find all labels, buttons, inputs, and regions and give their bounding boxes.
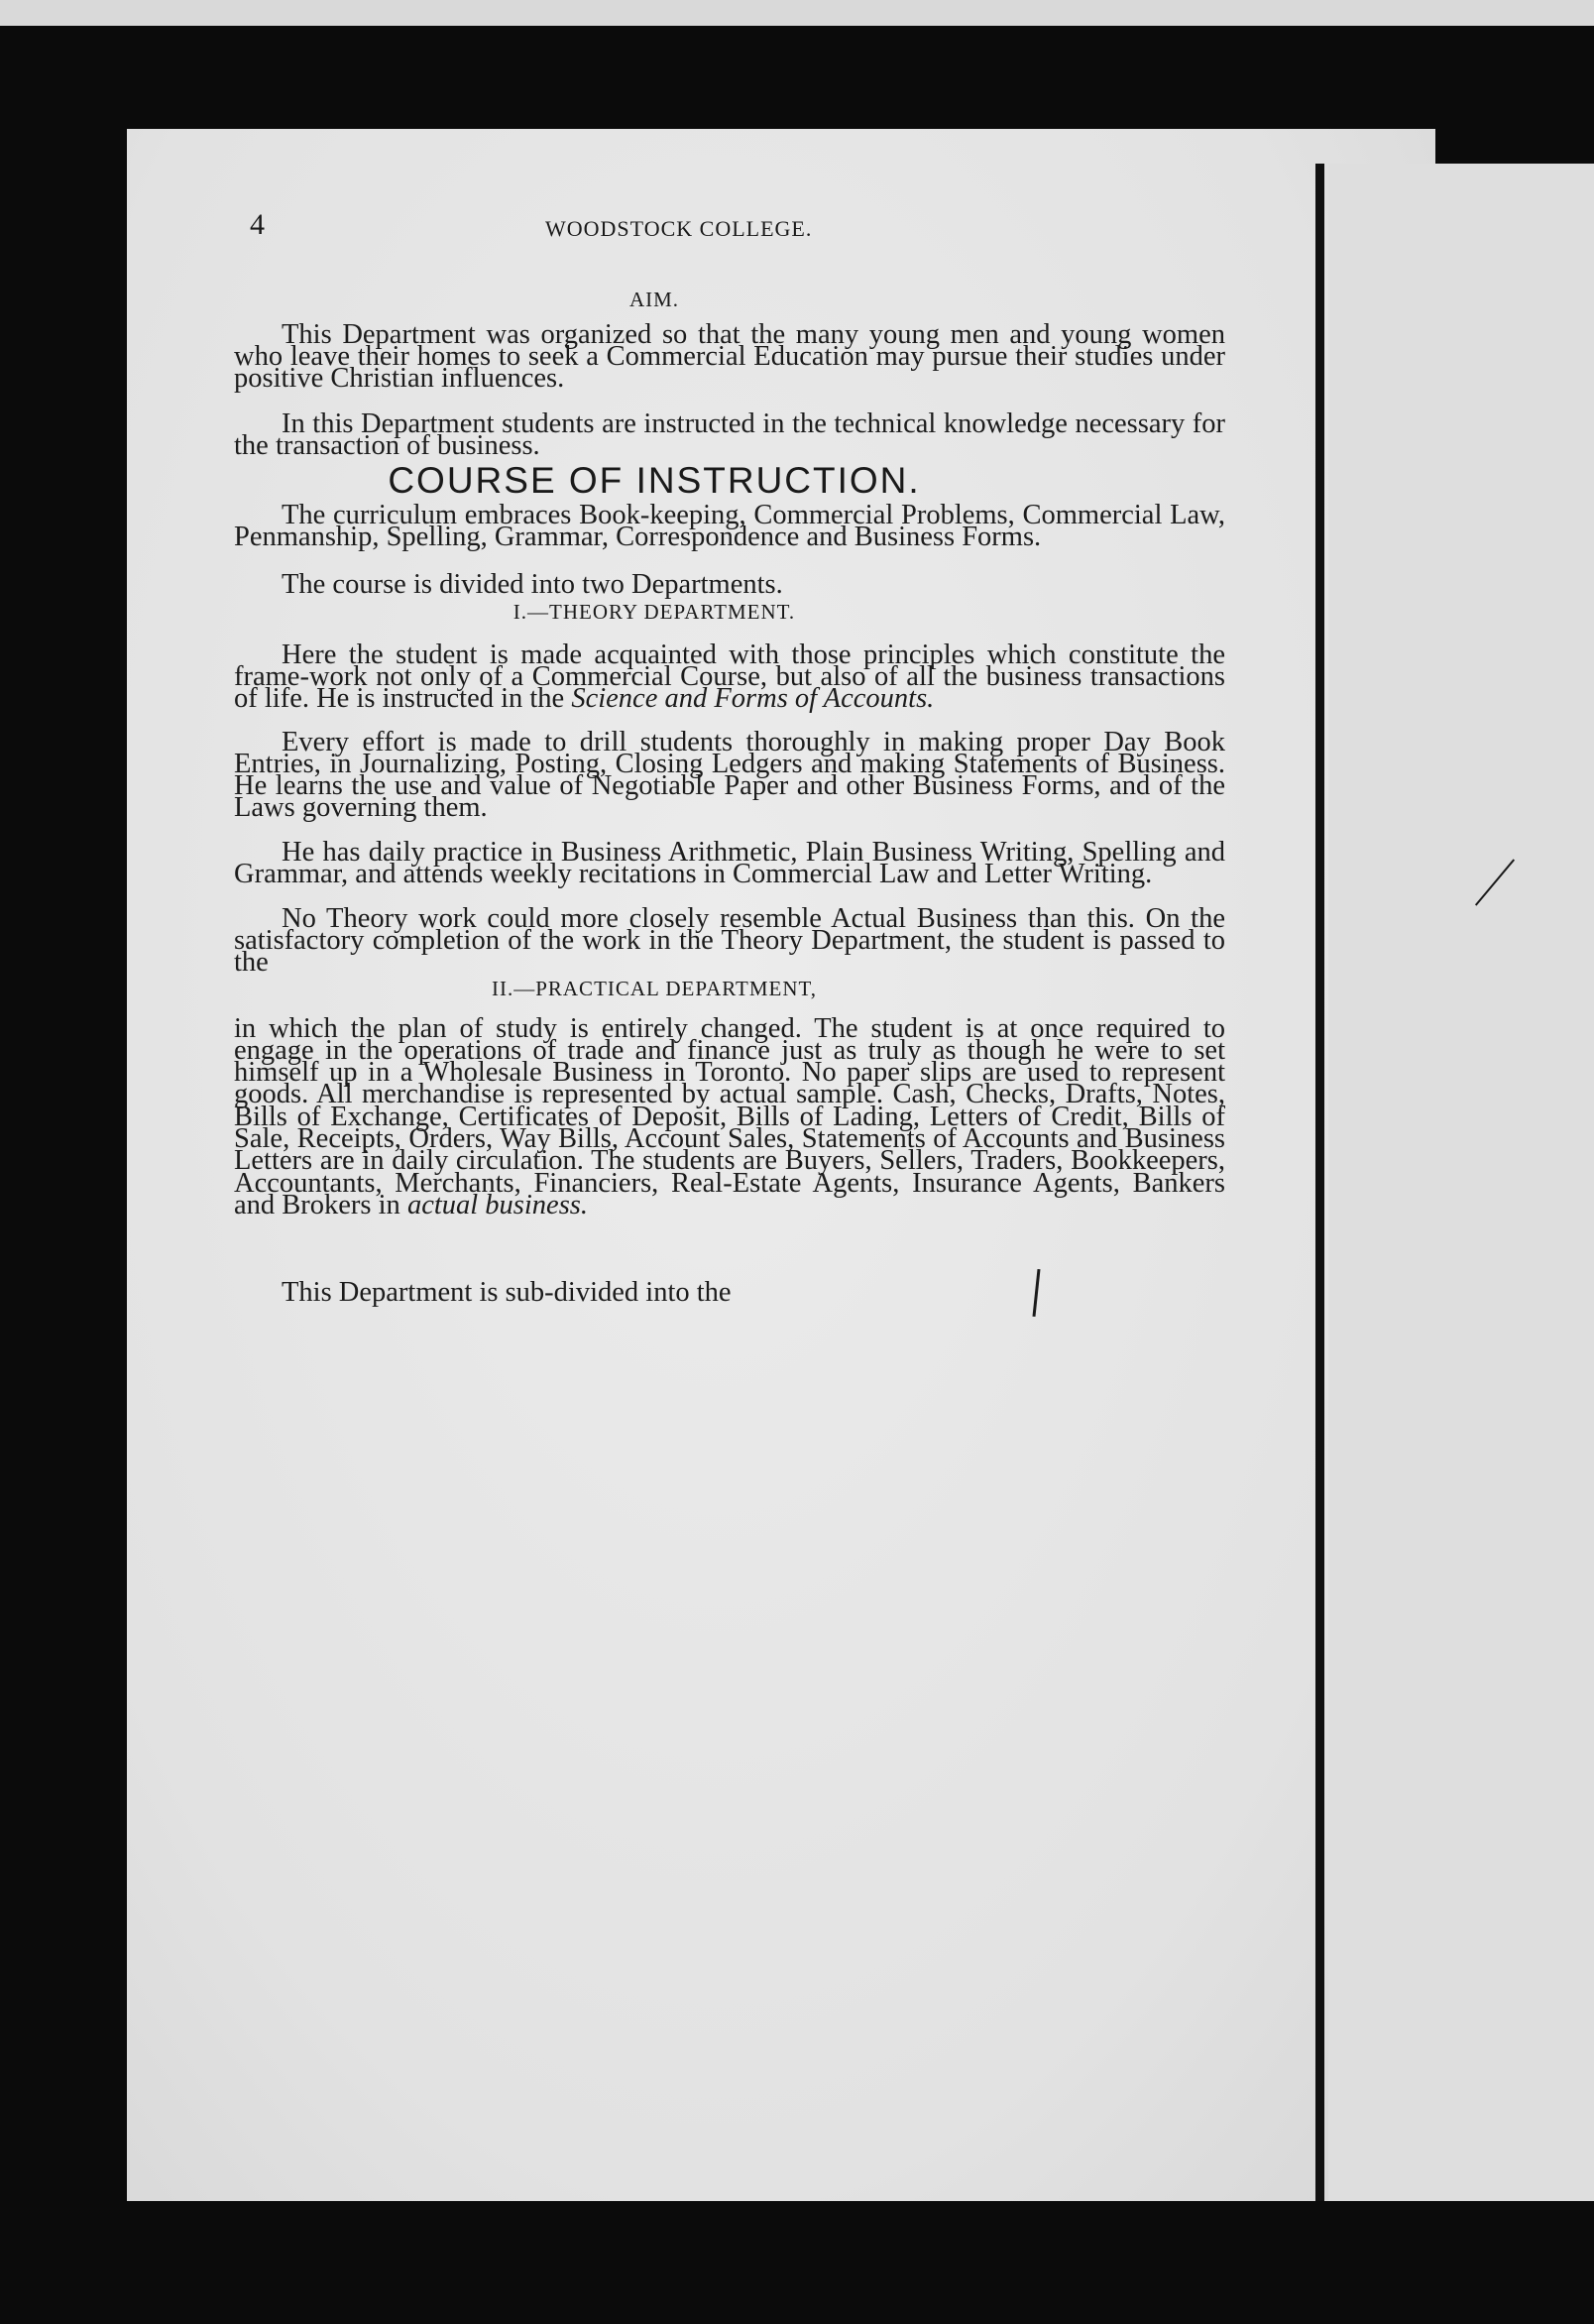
practical-paragraph-2: This Department is sub-divided into the <box>282 1276 732 1308</box>
scan-top-edge <box>0 0 1594 26</box>
aim-paragraph-1: This Department was organized so that the many young men and young women who leave their homes to seek a Commercial Education may pursue their studies under positive Christian influences. <box>234 318 1225 395</box>
aim-paragraph-2: In this Department students are instructed in the technical knowledge necessary for the transaction of business. <box>234 407 1225 461</box>
theory-paragraph-1 <box>234 639 1225 715</box>
theory-paragraph-1-text: Here the student is made acquainted with those principles which constitute the frame-work not only of a Commercial Course, but also of all the business transactions of life. He is instructed in the <box>234 639 1225 715</box>
course-paragraph-2: The course is divided into two Departments. <box>282 568 783 600</box>
course-heading: COURSE OF INSTRUCTION. <box>388 460 921 501</box>
theory-paragraph-2: Every effort is made to drill students thoroughly in making proper Day Book Entries, in Journalizing, Posting, Closing Ledgers and making Statements of Business. He learns the use and value of Negotiable Paper and other Business Forms, and of the Laws governing them. <box>234 726 1225 824</box>
practical-paragraph-1-text: in which the plan of study is entirely changed. The student is at once required to engage in the operations of trade and finance just as truly as though he were to set himself up in a Wholesale Business in Toronto. No paper slips are used to represent goods. All merchandise is represented by actual sample. Cash, Checks, Drafts, Notes, Bills of Exchange, Certificates of Deposit, Bills of Lading, Letters of Credit, Bills of Sale, Receipts, Orders, Way Bills, Account Sales, Statements of Accounts and Business Letters are in daily circulation. The students are Buyers, Sellers, Traders, Bookkeepers, Accountants, Merchants, Financiers, Real-Estate Agents, Insurance Agents, Bankers and Brokers in <box>234 1012 1225 1220</box>
page-gutter-line <box>1315 164 1324 2201</box>
page-number: 4 <box>250 208 265 241</box>
theory-paragraph-1-italic: Science and Forms of Accounts. <box>571 683 935 715</box>
theory-paragraph-4: No Theory work could more closely resemble Actual Business than this. On the satisfactory completion of the work in the Theory Department, the student is passed to the <box>234 902 1225 979</box>
practical-paragraph-1 <box>234 1012 1225 1220</box>
page-header <box>0 208 1309 248</box>
practical-heading: II.—PRACTICAL DEPARTMENT, <box>491 977 818 1000</box>
course-paragraph-1: The curriculum embraces Book-keeping, Commercial Problems, Commercial Law, Penmanship, Spelling, Grammar, Correspondence and Business Forms. <box>234 499 1225 552</box>
theory-heading: I.—THEORY DEPARTMENT. <box>512 600 796 624</box>
aim-heading: AIM. <box>628 288 680 311</box>
adjacent-page-edge <box>1328 164 1594 2201</box>
theory-paragraph-3: He has daily practice in Business Arithmetic, Plain Business Writing, Spelling and Grammar, and attends weekly recitations in Commercial Law and Letter Writing. <box>234 836 1225 889</box>
practical-paragraph-1-italic: actual business. <box>406 1189 589 1220</box>
running-title: WOODSTOCK COLLEGE. <box>545 216 813 241</box>
